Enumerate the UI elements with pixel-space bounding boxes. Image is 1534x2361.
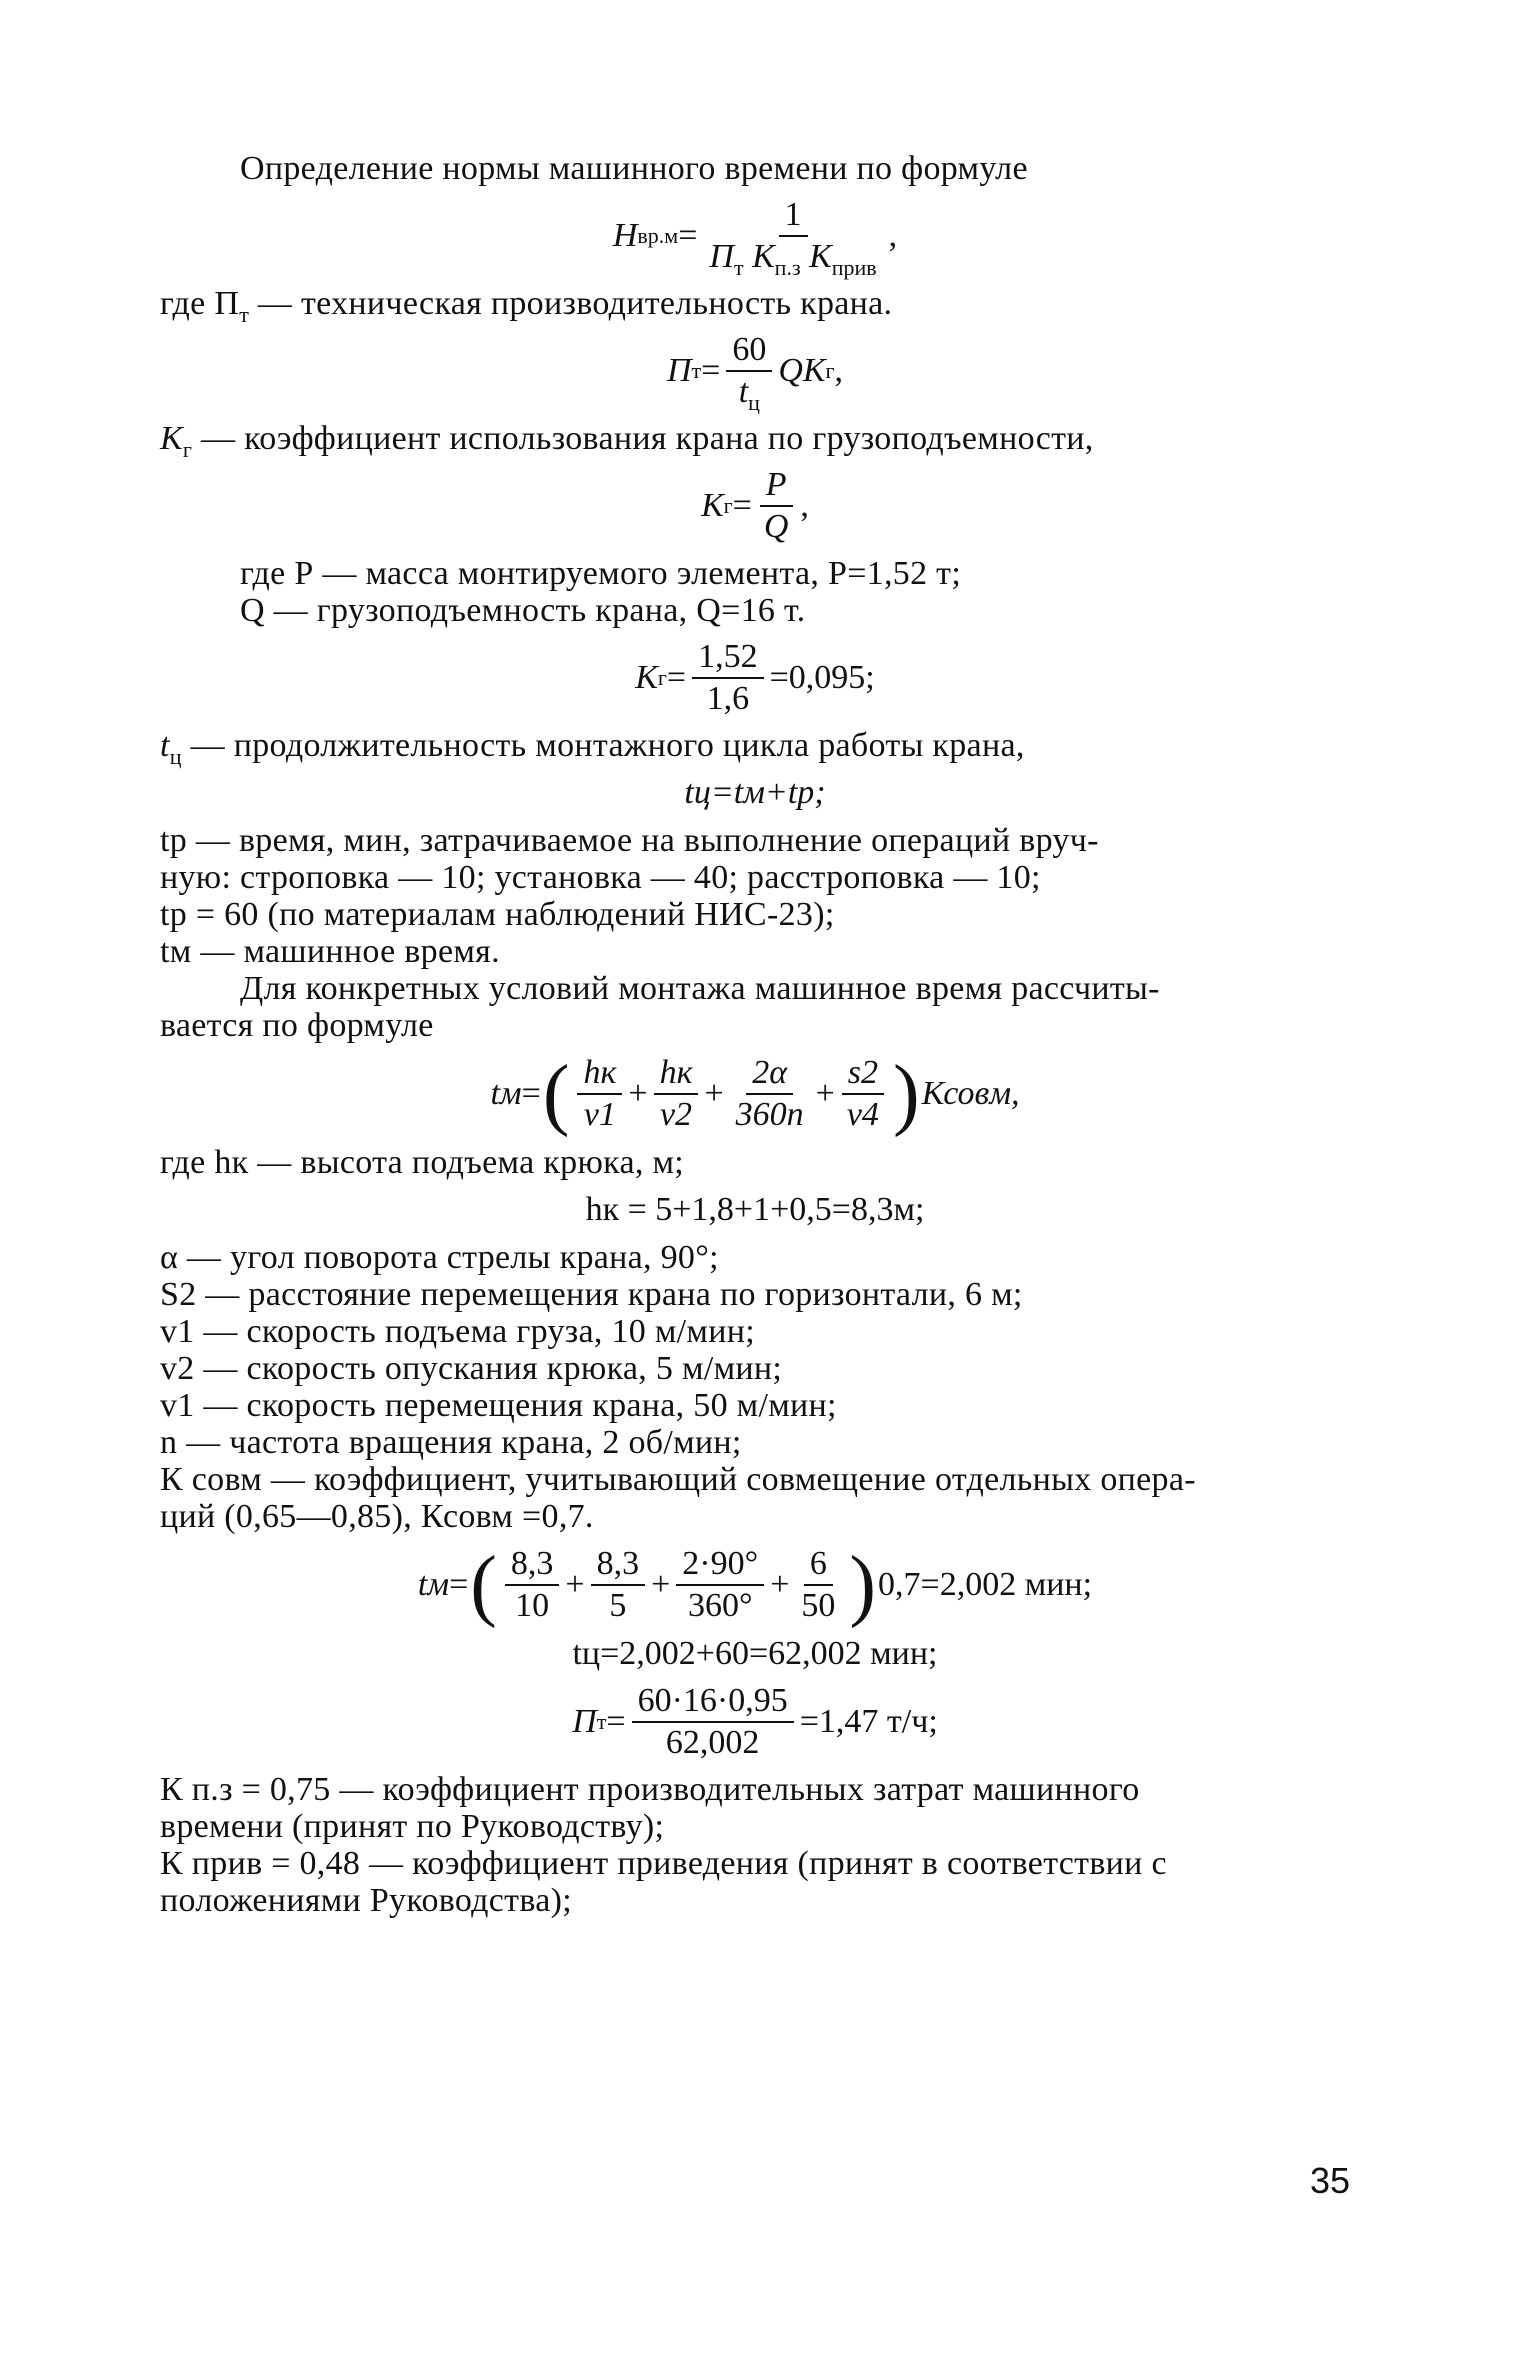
ksovm-line-2: ций (0,65—0,85), Ксовм =0,7. — [160, 1498, 594, 1535]
kg-eq: = — [732, 487, 752, 524]
tmn-lhs: tм — [417, 1566, 450, 1603]
pt-tail: , — [834, 352, 844, 389]
den-k1: К — [752, 238, 775, 275]
tm-plus-1: + — [628, 1075, 648, 1112]
where-pt-text: — техническая производительность крана. — [249, 285, 893, 322]
pt-den-sub: ц — [748, 389, 760, 415]
ptn-denominator: 62,002 — [665, 1724, 760, 1761]
kgn-numerator: 1,52 — [692, 639, 764, 679]
document-page — [160, 150, 1350, 2280]
formula-tc — [160, 774, 1350, 812]
tm-rest: Ксовм, — [921, 1075, 1020, 1112]
kgn-denominator: 1,6 — [706, 680, 750, 717]
def-v2: v2 — скорость опускания крюка, 5 м/мин; — [160, 1350, 783, 1387]
tmn-plus-2: + — [651, 1566, 671, 1603]
tm-plus-2: + — [704, 1075, 724, 1112]
tcn-text: tц=2,002+60=62,002 мин; — [572, 1635, 938, 1672]
kg-text: — коэффициент использования крана по грузоподъемности, — [192, 420, 1094, 457]
formula-tm — [160, 1050, 1350, 1138]
kgn-fraction — [692, 639, 764, 717]
kg-fraction — [758, 467, 795, 545]
tmn-frac-4 — [795, 1546, 841, 1624]
tmn-paren-right: ) — [849, 1541, 877, 1629]
tmn-paren-left: ( — [470, 1541, 497, 1629]
kgn-eq: = — [666, 659, 687, 696]
tmn-frac-1 — [505, 1546, 560, 1624]
tm-f4-den: v4 — [846, 1096, 879, 1133]
pt-denominator — [733, 372, 766, 415]
kg-lhs: К — [701, 487, 724, 524]
kg-symbol-sub: г — [182, 436, 193, 462]
tm-f1-num: hк — [577, 1055, 622, 1095]
tmn-f2-num: 8,3 — [591, 1546, 646, 1586]
kgn-rest: =0,095; — [769, 659, 875, 696]
formula-kg-numeric: К г = $\frac{1,52}{1,6}$ =0,095; — [635, 638, 875, 717]
kg-denominator: Q — [763, 508, 789, 545]
tmn-f4-den: 50 — [801, 1587, 836, 1624]
pt-den-t: t — [738, 373, 749, 410]
formula-lhs: Н — [612, 217, 638, 254]
tc-symbol-sub: ц — [169, 743, 182, 769]
tm-frac-3 — [730, 1055, 810, 1133]
formula-tc-numeric — [160, 1635, 1350, 1673]
tmn-f1-num: 8,3 — [505, 1546, 560, 1586]
formula-pt: П т = $\frac{60}{t_ц}$ QК г , — [666, 331, 844, 415]
where-pt-sub: т — [239, 301, 250, 327]
def-n: n — частота вращения крана, 2 об/мин; — [160, 1424, 742, 1461]
tmn-f1-den: 10 — [515, 1587, 550, 1624]
intro-text: Определение нормы машинного времени по формуле — [240, 150, 1028, 187]
tp-line-3: tр = 60 (по материалам наблюдений НИС-23); — [160, 896, 835, 933]
kgn-lhs: К — [635, 659, 658, 696]
tmn-plus-1: + — [565, 1566, 585, 1603]
page-number: 35 — [1309, 2160, 1350, 2201]
pt-lhs: П — [666, 352, 692, 389]
tp-line-1: tр — время, мин, затрачиваемое на выполнение операций вруч- — [160, 822, 1099, 859]
def-alpha: α — угол поворота стрелы крана, 90°; — [160, 1239, 719, 1276]
tmn-f4-num: 6 — [804, 1546, 833, 1586]
formula-fraction — [703, 196, 882, 280]
kg-numerator: P — [760, 467, 793, 507]
tm-paren-right: ) — [892, 1050, 920, 1138]
def-v1: v1 — скорость подъема груза, 10 м/мин; — [160, 1313, 755, 1350]
ptn-rest: =1,47 т/ч; — [799, 1703, 938, 1740]
where-pt-lead: где П — [160, 285, 240, 322]
tm-plus-3: + — [815, 1075, 835, 1112]
formula-denominator — [703, 237, 882, 280]
tm-f4-num: s2 — [842, 1055, 884, 1095]
where-hk-line: где hк — высота подъема крюка, м; — [160, 1144, 685, 1181]
ptn-lhs: П — [572, 1703, 597, 1740]
ptn-numerator: 60·16·0,95 — [632, 1683, 794, 1723]
kg-tail: , — [800, 487, 809, 524]
hk-formula-text: hк = 5+1,8+1+0,5=8,3м; — [585, 1191, 925, 1228]
tc-text: — продолжительность монтажного цикла работы крана, — [181, 727, 1025, 764]
concrete-line-1: Для конкретных условий монтажа машинное время рассчиты- — [240, 970, 1160, 1007]
ptn-eq: = — [606, 1703, 626, 1740]
formula-hk — [160, 1191, 1350, 1229]
def-v1-move: v1 — скорость перемещения крана, 50 м/мин; — [160, 1387, 837, 1424]
tmn-f3-den: 360° — [687, 1587, 753, 1624]
den-k1-sub: п.з — [774, 254, 801, 280]
where-p-line: где Р — масса монтируемого элемента, Р=1,52 т; — [240, 555, 962, 592]
den-k2: К — [809, 238, 832, 275]
kpriv-line-2: положениями Руководства); — [160, 1882, 572, 1919]
tm-eq: = — [521, 1075, 541, 1112]
tm-frac-2 — [654, 1055, 699, 1133]
kpriv-line-1: К прив = 0,48 — коэффициент приведения (принят в соответствии с — [160, 1845, 1167, 1882]
kg-symbol: К — [160, 420, 183, 457]
tmn-frac-2 — [591, 1546, 646, 1624]
ptn-fraction — [632, 1683, 794, 1761]
tc-formula-text: tц=tм+tр; — [684, 774, 826, 811]
formula-kg: К г = $\frac{P}{Q}$ , — [701, 466, 809, 545]
formula-eq: = — [678, 217, 698, 254]
tp-line-2: ную: строповка — 10; установка — 40; расстроповка — 10; — [160, 859, 1041, 896]
where-q-line: Q — грузоподъемность крана, Q=16 т. — [240, 592, 806, 629]
tmn-eq: = — [449, 1566, 469, 1603]
pt-rest: QК — [778, 352, 826, 389]
def-s2: S2 — расстояние перемещения крана по горизонтали, 6 м; — [160, 1276, 1023, 1313]
tc-symbol: t — [160, 727, 170, 764]
den-k2-sub: прив — [831, 254, 877, 280]
tm-f3-num: 2α — [746, 1055, 793, 1095]
concrete-line-2: вается по формуле — [160, 1007, 434, 1044]
tm-lhs: tм — [490, 1075, 522, 1112]
tm-f3-den: 360n — [735, 1096, 804, 1133]
tm-frac-4 — [841, 1055, 885, 1133]
kpz-line-1: К п.з = 0,75 — коэффициент производительных затрат машинного — [160, 1771, 1140, 1808]
tmn-f3-num: 2·90° — [676, 1546, 764, 1586]
pt-eq: = — [701, 352, 721, 389]
tmn-frac-3 — [676, 1546, 764, 1624]
tm-frac-1 — [577, 1055, 622, 1133]
den-p: П — [709, 238, 734, 275]
tm-line: tм — машинное время. — [160, 933, 500, 970]
tmn-plus-3: + — [770, 1566, 790, 1603]
tm-f2-den: v2 — [659, 1096, 693, 1133]
pt-numerator: 60 — [726, 332, 772, 372]
kg-definition — [160, 420, 1350, 462]
formula-tm-numeric — [160, 1541, 1350, 1629]
formula-tail: , — [888, 217, 898, 254]
tm-paren-left: ( — [542, 1050, 570, 1138]
tmn-rest: 0,7=2,002 мин; — [878, 1566, 1093, 1603]
tm-f2-num: hк — [654, 1055, 699, 1095]
pt-fraction — [726, 331, 772, 415]
where-pt-line — [160, 285, 1350, 327]
kpz-line-2: времени (принят по Руководству); — [160, 1808, 665, 1845]
tc-definition — [160, 727, 1350, 769]
formula-norm-machine-time: Н вр.м = $\frac{1}{П_т К_{п.з} К_{прив}}$ , — [612, 196, 898, 280]
formula-numerator: 1 — [779, 197, 808, 237]
formula-pt-numeric: П т = $\frac{60\cdot 16\cdot 0,95}{62,002}$ =1,47 т/ч; — [572, 1682, 938, 1761]
tm-f1-den: v1 — [583, 1096, 616, 1133]
tmn-f2-den: 5 — [609, 1587, 627, 1624]
ksovm-line-1: К совм — коэффициент, учитывающий совмещение отдельных опера- — [160, 1461, 1196, 1498]
den-p-sub: т — [733, 254, 744, 280]
